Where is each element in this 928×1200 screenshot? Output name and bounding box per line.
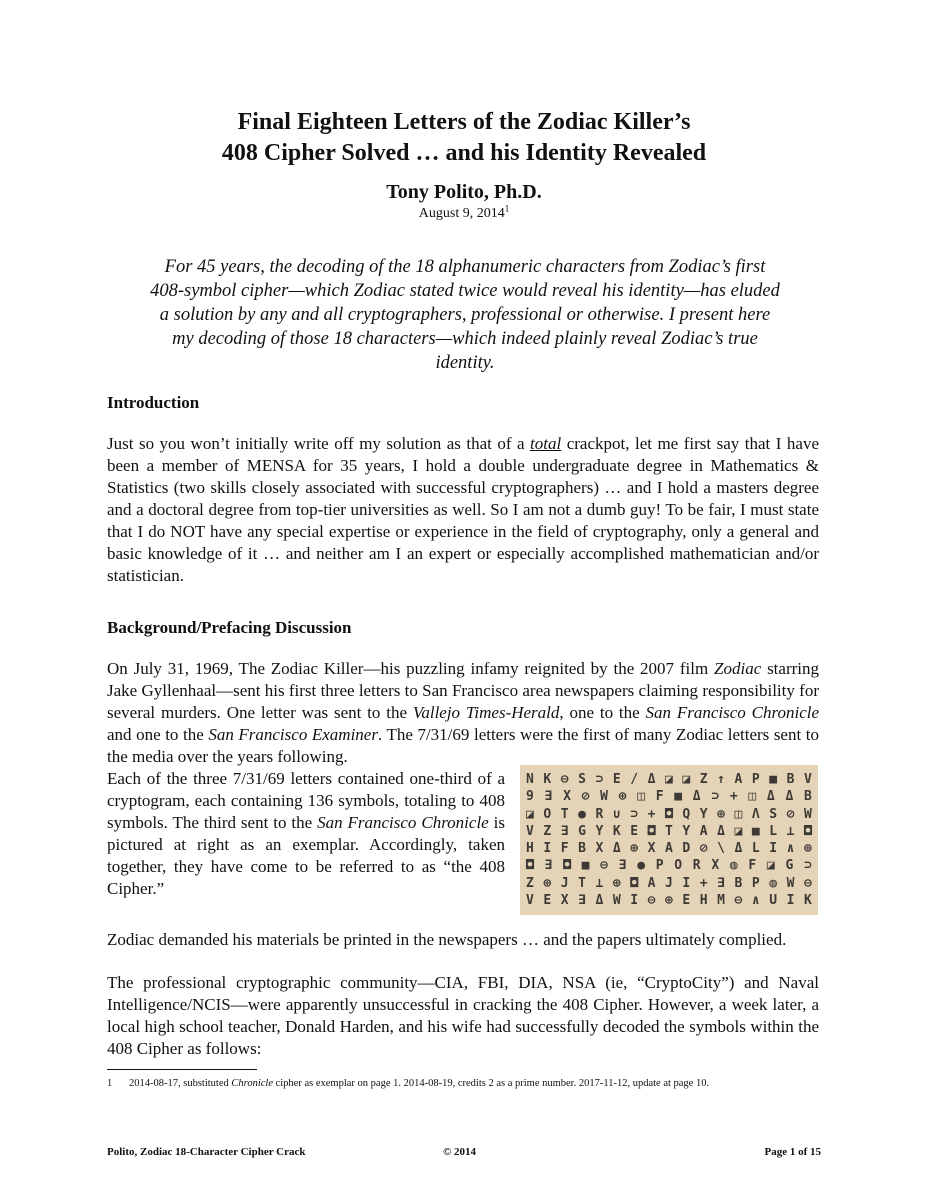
cipher-symbol: ⊃	[630, 806, 639, 822]
cipher-symbol: W	[804, 806, 812, 822]
cipher-symbol: ■	[581, 858, 590, 874]
background-paragraph-1: On July 31, 1969, The Zodiac Killer—his puzzling infamy reignited by the 2007 film Zodiac starring Jake Gyllenhaal—sent his first three letters to San Francisco area newspapers claiming responsibility for several murders. One letter was sent to the Vallejo Times-Herald, one to the San Francisco Chronicle and one to the San Francisco Examiner. The 7/31/69 letters were the first of many Zodiac letters sent to the media over the years following.	[107, 659, 820, 766]
cipher-symbol: ◪	[682, 772, 691, 788]
footer-center: © 2014	[443, 1146, 476, 1158]
cipher-symbol: N	[526, 772, 534, 788]
cipher-symbol: R	[692, 858, 701, 874]
cipher-symbol: F	[560, 841, 569, 857]
newspaper-chronicle: San Francisco Chronicle	[317, 813, 489, 832]
cipher-symbol: H	[699, 892, 708, 908]
cipher-exemplar-image	[520, 765, 818, 915]
cipher-symbol: ●	[578, 806, 586, 822]
cipher-symbol: E	[543, 892, 552, 908]
cipher-symbol: K	[612, 823, 621, 839]
cipher-symbol: I	[786, 892, 795, 908]
cipher-symbol: A	[734, 772, 743, 788]
cipher-symbol: U	[769, 892, 778, 908]
cipher-row	[526, 806, 812, 823]
cipher-symbol: B	[803, 789, 812, 805]
section-heading-background: Background/Prefacing Discussion	[107, 618, 352, 637]
cipher-symbol: O	[674, 858, 683, 874]
cipher-symbol: I	[682, 875, 691, 891]
cipher-symbol: ⊥	[786, 823, 795, 839]
cipher-symbol: 9	[526, 789, 534, 805]
cipher-symbol: ◪	[734, 823, 743, 839]
cipher-symbol: B	[786, 772, 795, 788]
cipher-symbol: ◍	[769, 875, 778, 891]
cipher-symbol: A	[665, 841, 673, 857]
cipher-symbol: ■	[751, 823, 760, 839]
cipher-symbol: X	[563, 789, 571, 805]
cipher-symbol: J	[665, 875, 673, 891]
newspaper-examiner: San Francisco Examiner	[208, 725, 378, 744]
cipher-symbol: ∃	[544, 858, 553, 874]
cipher-symbol: ⊕	[618, 789, 627, 805]
cipher-symbol: T	[578, 875, 586, 891]
newspaper-chronicle: San Francisco Chronicle	[645, 703, 820, 722]
cipher-symbol: ∃	[717, 875, 725, 891]
cipher-symbol: ◫	[748, 789, 757, 805]
cipher-symbol: ⊖	[804, 875, 812, 891]
cipher-symbol: ∧	[786, 841, 795, 857]
cipher-symbol: Z	[699, 772, 708, 788]
footnote-divider	[107, 1069, 257, 1070]
footnote-number: 1	[107, 1078, 113, 1089]
abstract: For 45 years, the decoding of the 18 alphanumeric characters from Zodiac’s first 408-symbol cipher—which Zodiac stated twice would reveal his identity—has eluded a solution by any and all cryptographers, professional or otherwise. I present here my decoding of those 18 characters—which indeed plainly reveal Zodiac’s true identity.	[150, 257, 780, 373]
cipher-symbol: ∪	[612, 806, 621, 822]
cipher-row	[526, 857, 812, 874]
cipher-symbol: Z	[543, 823, 552, 839]
cipher-symbol: ⊕	[543, 875, 552, 891]
cipher-symbol: G	[578, 823, 586, 839]
cipher-symbol: K	[804, 892, 812, 908]
cipher-symbol: V	[526, 823, 534, 839]
cipher-symbol: L	[751, 841, 760, 857]
cipher-symbol: T	[665, 823, 673, 839]
cipher-symbol: Δ	[595, 892, 604, 908]
cipher-symbol: ◘	[647, 823, 656, 839]
cipher-symbol: Λ	[751, 806, 760, 822]
cipher-symbol: ◪	[665, 772, 673, 788]
cipher-symbol: O	[543, 806, 552, 822]
cipher-symbol: K	[543, 772, 552, 788]
cipher-symbol: \	[717, 841, 725, 857]
cipher-symbol: H	[526, 841, 534, 857]
background-paragraph-4: The professional cryptographic community—CIA, FBI, DIA, NSA (ie, “CryptoCity”) and Naval Intelligence/NCIS—were apparently unsuccessful in cracking the 408 Cipher. However, a week later, a local high school teacher, Donald Harden, and his wife had successfully decoded the symbols within the 408 Cipher as follows:	[107, 973, 819, 1058]
cipher-symbol: T	[560, 806, 569, 822]
cipher-symbol: +	[729, 789, 738, 805]
cipher-symbol: I	[630, 892, 639, 908]
footnote: 1 2014-08-17, substituted Chronicle cipher as exemplar on page 1. 2014-08-19, credits 2 as a prime number. 2017-11-12, update at page 10.	[107, 1078, 710, 1089]
cipher-symbol: ∃	[578, 892, 586, 908]
cipher-symbol: ⊃	[595, 772, 604, 788]
cipher-symbol: ◫	[637, 789, 646, 805]
cipher-symbol: L	[769, 823, 778, 839]
film-title: Zodiac	[714, 659, 762, 678]
cipher-symbol: P	[751, 772, 760, 788]
cipher-symbol: ◘	[665, 806, 673, 822]
cipher-symbol: Y	[595, 823, 604, 839]
cipher-symbol: P	[655, 858, 664, 874]
cipher-symbol: ⊕	[630, 841, 639, 857]
cipher-symbol: A	[699, 823, 708, 839]
cipher-symbol: ∧	[751, 892, 760, 908]
cipher-symbol: ⊖	[560, 772, 569, 788]
cipher-symbol: V	[804, 772, 812, 788]
cipher-symbol: Δ	[692, 789, 701, 805]
cipher-symbol: I	[769, 841, 778, 857]
cipher-symbol: ⊖	[600, 858, 608, 874]
cipher-symbol: X	[560, 892, 569, 908]
cipher-symbol: ⊖	[647, 892, 656, 908]
cipher-symbol: G	[785, 858, 794, 874]
cipher-symbol: ⊃	[711, 789, 720, 805]
cipher-symbol: E	[682, 892, 691, 908]
title-line-1: Final Eighteen Letters of the Zodiac Killer’s	[237, 109, 691, 135]
cipher-symbol: J	[560, 875, 569, 891]
cipher-symbol: ∃	[618, 858, 627, 874]
cipher-symbol: ∃	[544, 789, 553, 805]
cipher-symbol: F	[748, 858, 757, 874]
background-paragraph-2: Each of the three 7/31/69 letters contained one-third of a cryptogram, each containing 136 symbols, totaling to 408 symbols. The third sent to the San Francisco Chronicle is pictured at right as an exemplar. Accordingly, taken together, they have come to be referred to as “the 408 Cipher.”	[107, 769, 505, 898]
cipher-symbol: ⊘	[699, 841, 708, 857]
cipher-symbol: ◘	[526, 858, 534, 874]
cipher-symbol: Z	[526, 875, 534, 891]
date-text: August 9, 2014	[418, 206, 505, 221]
cipher-symbol: ⊕	[804, 841, 812, 857]
cipher-row	[526, 840, 812, 857]
cipher-symbol: R	[595, 806, 604, 822]
cipher-symbol: P	[751, 875, 760, 891]
cipher-symbol: ⊕	[717, 806, 725, 822]
cipher-symbol-grid	[526, 771, 812, 909]
cipher-symbol: W	[786, 875, 795, 891]
cipher-symbol: ◪	[526, 806, 534, 822]
cipher-symbol: W	[612, 892, 621, 908]
cipher-symbol: ◫	[734, 806, 743, 822]
cipher-symbol: ◘	[630, 875, 639, 891]
cipher-symbol: Y	[699, 806, 708, 822]
cipher-symbol: Δ	[766, 789, 775, 805]
publication-date	[0, 203, 928, 222]
date-footnote-mark[interactable]: 1	[504, 203, 510, 214]
cipher-symbol: V	[526, 892, 534, 908]
cipher-symbol: E	[612, 772, 621, 788]
title-line-2: 408 Cipher Solved … and his Identity Revealed	[221, 140, 707, 166]
cipher-symbol: X	[711, 858, 720, 874]
cipher-symbol: M	[717, 892, 725, 908]
cipher-symbol: ◪	[766, 858, 775, 874]
cipher-symbol: ⊖	[734, 892, 743, 908]
cipher-symbol: D	[682, 841, 691, 857]
cipher-symbol: ◍	[729, 858, 738, 874]
cipher-symbol: S	[769, 806, 778, 822]
cipher-symbol: E	[630, 823, 639, 839]
cipher-symbol: Δ	[647, 772, 656, 788]
cipher-symbol: ⊕	[612, 875, 621, 891]
cipher-symbol: B	[734, 875, 743, 891]
cipher-symbol: I	[543, 841, 552, 857]
cipher-row	[526, 875, 812, 892]
newspaper-vallejo: Vallejo Times-Herald	[412, 703, 560, 722]
cipher-symbol: ⊃	[803, 858, 812, 874]
cipher-symbol: B	[578, 841, 586, 857]
cipher-symbol: Δ	[734, 841, 743, 857]
author-name: Tony Polito, Ph.D.	[386, 181, 542, 203]
cipher-row	[526, 788, 812, 805]
cipher-symbol: S	[578, 772, 586, 788]
cipher-symbol: +	[699, 875, 708, 891]
cipher-symbol: ◘	[563, 858, 571, 874]
footer-page-number: Page 1 of 15	[764, 1146, 821, 1158]
cipher-symbol: ●	[637, 858, 646, 874]
footer-left: Polito, Zodiac 18-Character Cipher Crack	[107, 1146, 306, 1158]
cipher-row	[526, 771, 812, 788]
cipher-symbol: ■	[674, 789, 683, 805]
cipher-symbol: /	[630, 772, 639, 788]
cipher-symbol: ⊕	[665, 892, 673, 908]
cipher-symbol: W	[600, 789, 608, 805]
cipher-symbol: ◘	[804, 823, 812, 839]
cipher-symbol: Q	[682, 806, 691, 822]
cipher-symbol: Δ	[785, 789, 794, 805]
cipher-symbol: Δ	[612, 841, 621, 857]
cipher-symbol: ⊥	[595, 875, 604, 891]
background-paragraph-3: Zodiac demanded his materials be printed in the newspapers … and the papers ultimately complied.	[107, 930, 787, 949]
cipher-symbol: ↑	[717, 772, 725, 788]
cipher-symbol: ■	[769, 772, 778, 788]
cipher-symbol: +	[647, 806, 656, 822]
paper-title	[0, 107, 928, 169]
section-heading-introduction: Introduction	[107, 393, 200, 412]
cipher-symbol: Δ	[717, 823, 725, 839]
cipher-symbol: X	[647, 841, 656, 857]
introduction-paragraph: Just so you won’t initially write off my solution as that of a total crackpot, let me first say that I have been a member of MENSA for 35 years, I hold a double undergraduate degree in Mathematics & Statistics (two skills closely associated with successful cryptographers) … and I hold a masters degree and a doctoral degree from top-tier universities as well. So I am not a dumb guy! To be fair, I must state that I do NOT have any special expertise or experience in the field of cryptography, only a general and basic knowledge of it … and neither am I an expert or especially accomplished mathematician and/or statistician.	[107, 434, 819, 585]
cipher-row	[526, 823, 812, 840]
cipher-symbol: Y	[682, 823, 691, 839]
cipher-symbol: F	[655, 789, 664, 805]
cipher-symbol: ⊘	[786, 806, 795, 822]
cipher-symbol: A	[647, 875, 656, 891]
cipher-symbol: ⊘	[581, 789, 590, 805]
cipher-row	[526, 892, 812, 909]
cipher-symbol: ∃	[560, 823, 569, 839]
cipher-symbol: X	[595, 841, 604, 857]
emphasis-total: total	[530, 434, 562, 453]
